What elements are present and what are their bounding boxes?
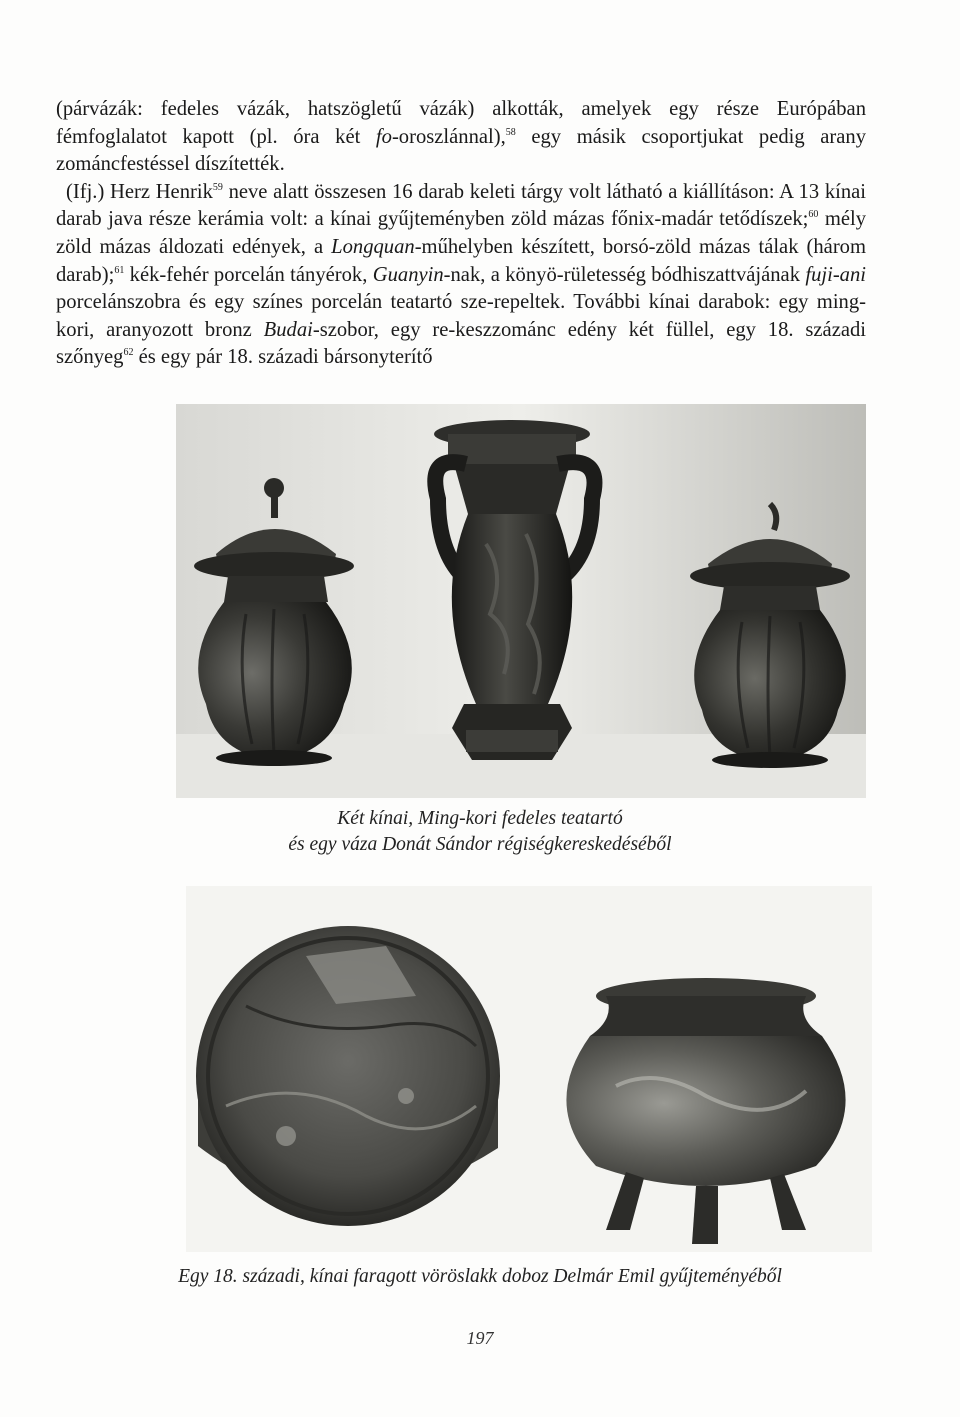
italic-term: Guanyin <box>372 263 444 286</box>
paragraph-2 <box>56 179 866 372</box>
text-run: -nak, a könyö-rületesség bódhiszattvájának <box>443 263 806 286</box>
footnote-marker: 60 <box>808 209 819 221</box>
text-run: (Ifj.) Herz Henrik <box>66 180 213 203</box>
photo-caption-2: Egy 18. századi, kínai faragott vöröslakk doboz Delmár Emil gyűjteményéből <box>178 1266 782 1287</box>
text-run: -oroszlánnal), <box>391 125 506 148</box>
photo-caption-1 <box>0 806 960 858</box>
text-run: neve alatt összesen 16 darab keleti tárgy volt látható a kiállításon: A 13 kínai darab java része kerámia volt: a kínai gyűjteményben zöld mázas főnix-madár tetődíszek; <box>56 180 866 231</box>
footnote-marker: 61 <box>114 264 125 276</box>
footnote-marker: 58 <box>505 126 516 138</box>
text-run: egy másik csoportjukat pedig arany zománcfestéssel díszítették. <box>56 125 866 176</box>
text-run: -szobor, egy re-keszzománc edény két füllel, egy 18. századi szőnyeg <box>56 318 866 369</box>
italic-term: fuji-ani <box>805 263 866 286</box>
text-run: mély zöld mázas áldozati edények, a <box>56 208 867 258</box>
body-text <box>56 96 866 372</box>
caption-1-line-2: és egy váza Donát Sándor régiségkereskedéséből <box>288 834 672 855</box>
text-run: porcelánszobra és egy színes porcelán teatartó sze-repeltek. További kínai darabok: egy ming-kori, aranyozott bronz <box>56 291 866 341</box>
photo-lacquer-box-and-pot <box>186 886 872 1252</box>
text-run: és egy pár 18. századi bársonyterítő <box>133 346 433 369</box>
italic-term: fo <box>375 125 392 148</box>
lacquer-box <box>196 926 500 1226</box>
page-number: 197 <box>466 1328 494 1348</box>
text-run: kék-fehér porcelán tányérok, <box>124 263 373 286</box>
text-run: -műhelyben készített, borsó-zöld mázas tálak (három darab); <box>56 235 866 286</box>
paragraph-1 <box>56 96 866 179</box>
footnote-marker: 62 <box>123 347 134 359</box>
italic-term: Longquan <box>331 235 415 258</box>
italic-term: Budai <box>263 318 313 341</box>
caption-1-line-1: Két kínai, Ming-kori fedeles teatartó <box>337 808 623 829</box>
text-run: (párvázák: fedeles vázák, hatszögletű vázák) alkották, amelyek egy része Európában fémfoglalatot kapott (pl. óra két <box>56 98 866 148</box>
footnote-marker: 59 <box>212 181 223 193</box>
photo-ming-jars-and-vase <box>176 404 866 798</box>
